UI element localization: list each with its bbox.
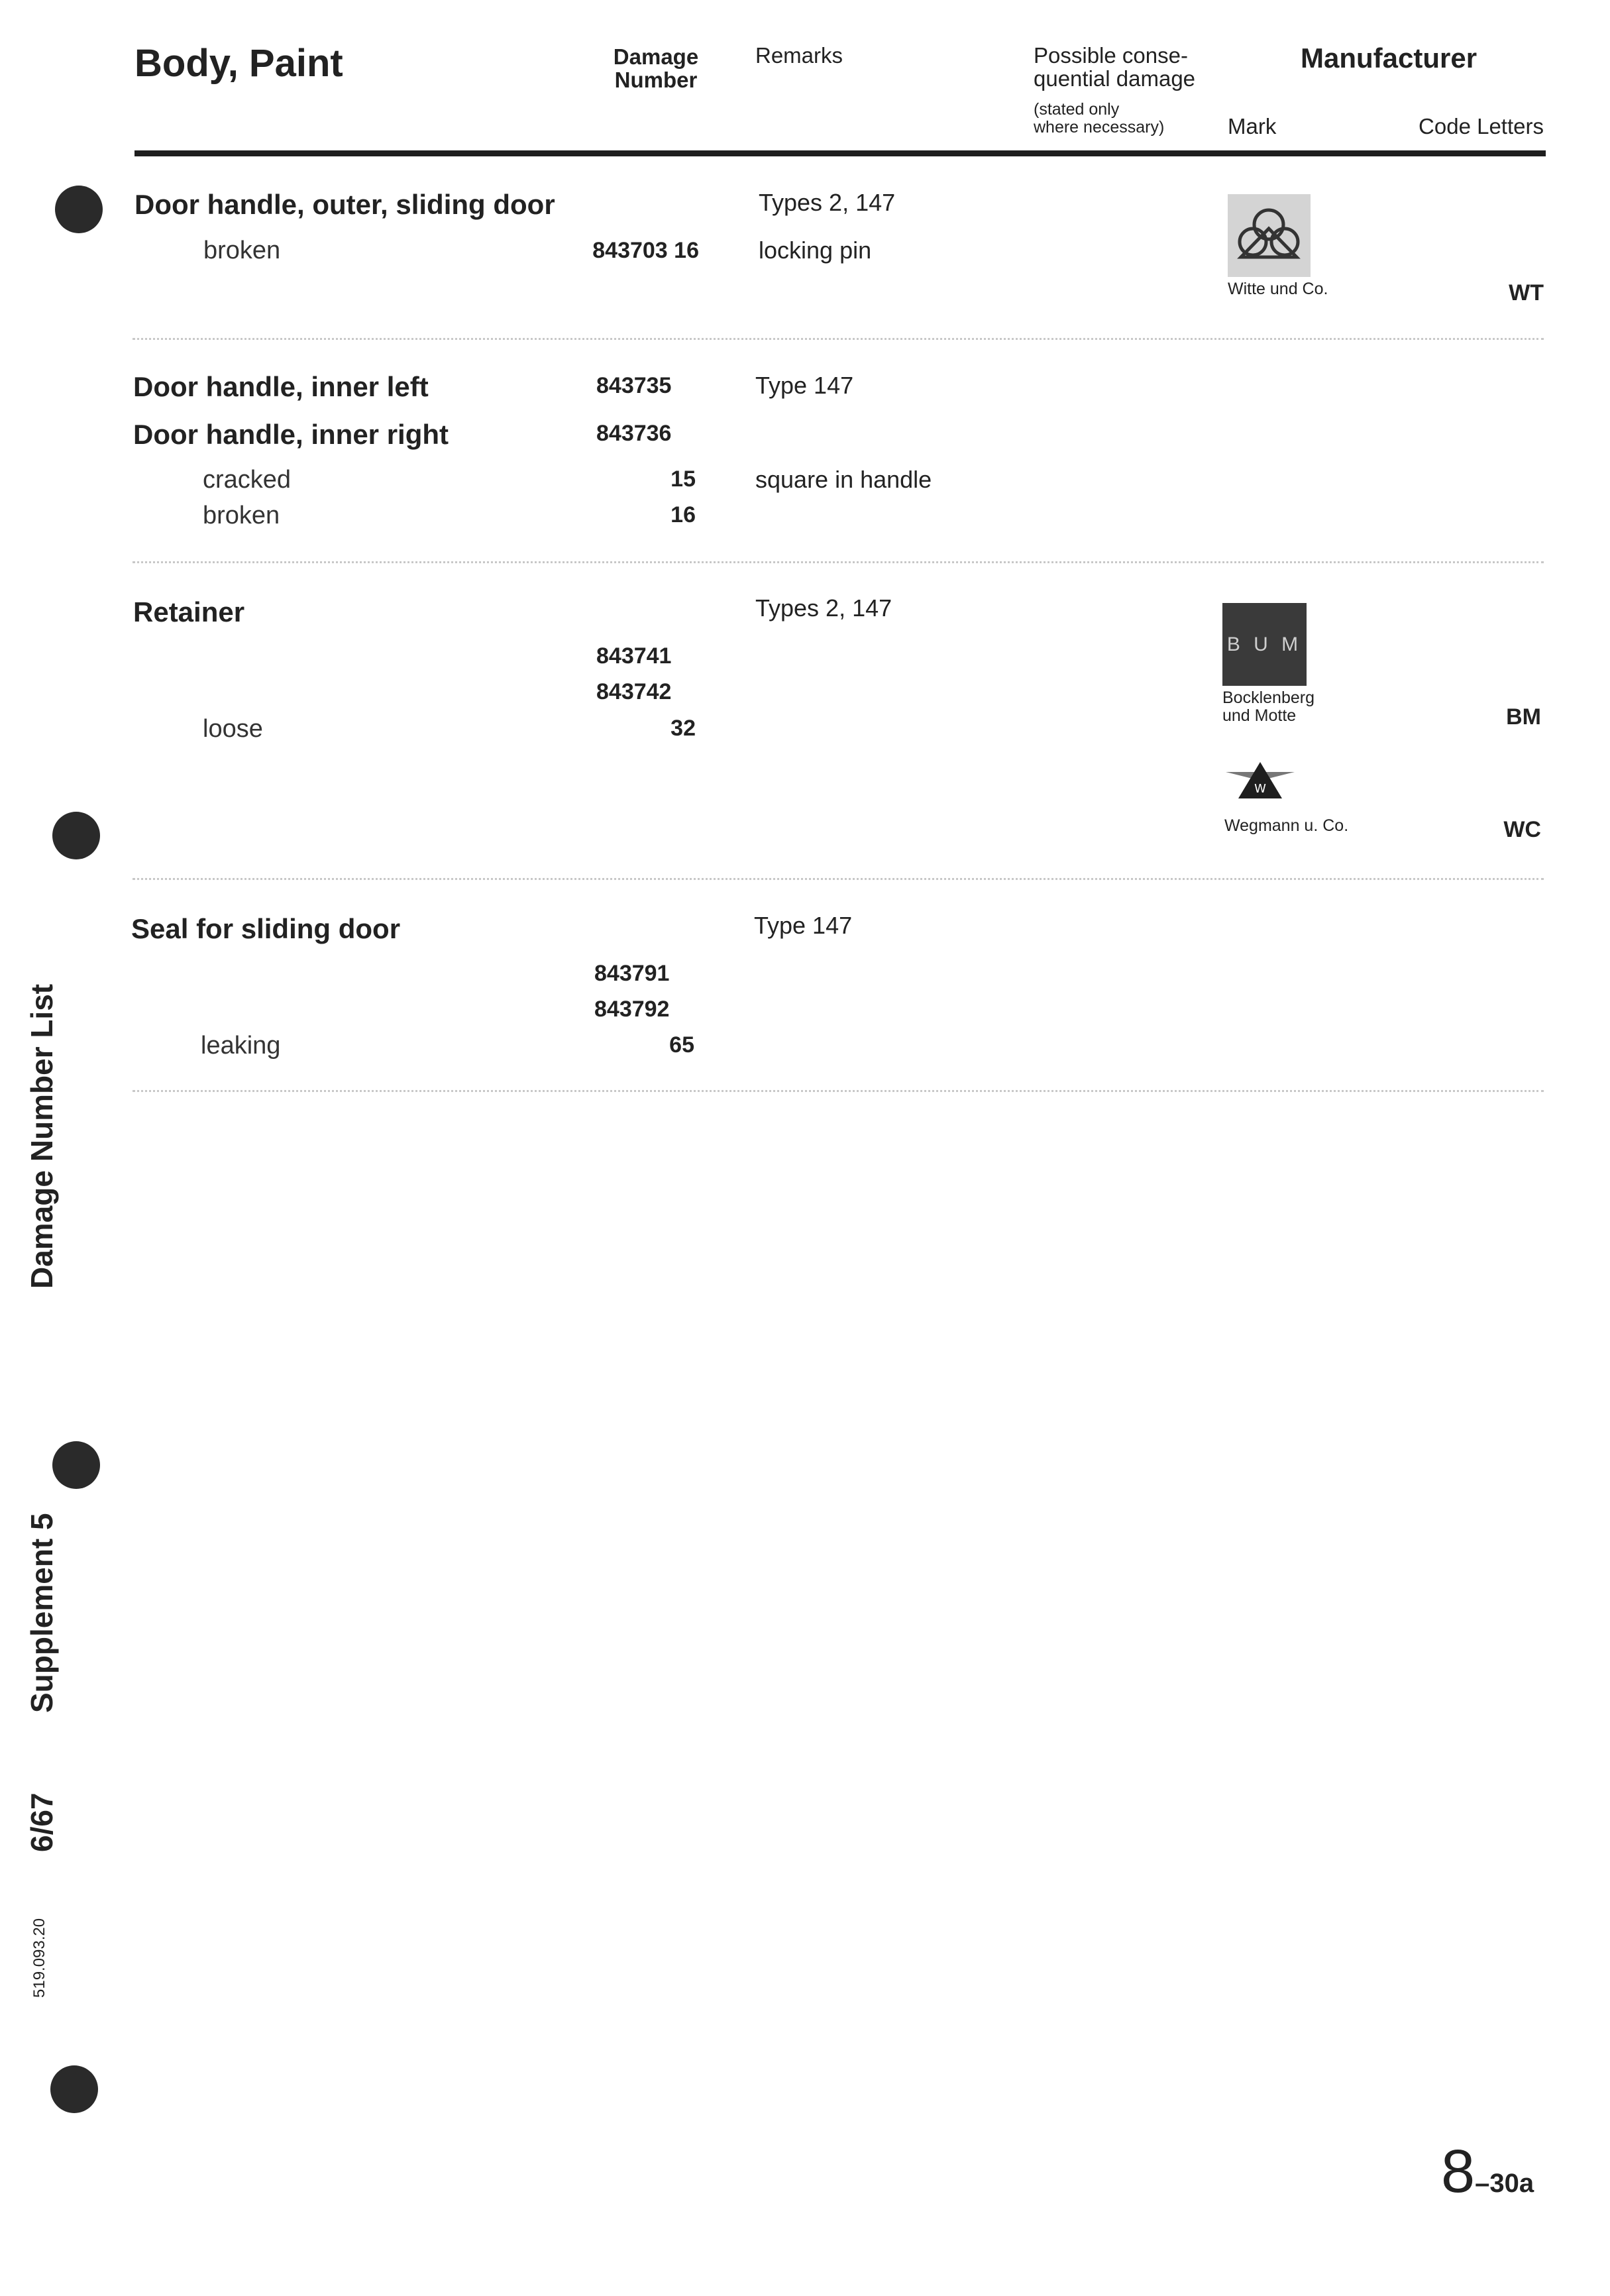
damage-number-header: Damage Number bbox=[613, 44, 699, 92]
binder-hole bbox=[55, 186, 103, 233]
damage-code: 65 bbox=[669, 1032, 694, 1058]
damage-code: 16 bbox=[671, 502, 696, 527]
part-code: 843791 bbox=[594, 961, 670, 986]
side-label-list-name: Damage Number List bbox=[25, 983, 59, 1289]
entry-divider bbox=[133, 338, 1544, 340]
damage-type: broken bbox=[203, 502, 280, 529]
code-letters: BM bbox=[1506, 704, 1541, 730]
entry-divider bbox=[133, 878, 1544, 880]
part-code: 843735 bbox=[596, 373, 672, 398]
entry-title: Retainer bbox=[133, 596, 245, 628]
code-letters: WT bbox=[1509, 280, 1544, 305]
mark-header: Mark bbox=[1228, 114, 1277, 138]
side-label-supplement: Supplement 5 bbox=[25, 1513, 59, 1713]
part-code: 843742 bbox=[596, 679, 672, 704]
damage-remark: locking pin bbox=[759, 237, 872, 264]
damage-type: cracked bbox=[203, 466, 292, 494]
part-code: 843792 bbox=[594, 997, 670, 1022]
entry-remarks: Type 147 bbox=[755, 372, 854, 399]
entry-title: Door handle, inner right bbox=[133, 419, 449, 450]
wegmann-logo-icon bbox=[1219, 736, 1302, 818]
witte-logo-icon bbox=[1228, 194, 1311, 277]
remarks-header: Remarks bbox=[755, 43, 843, 68]
entry-title: Door handle, inner left bbox=[133, 371, 429, 402]
damage-type: loose bbox=[203, 715, 263, 743]
part-code: 843741 bbox=[596, 643, 672, 669]
binder-hole bbox=[50, 2065, 98, 2113]
section-title: Body, Paint bbox=[134, 42, 343, 85]
entry-remarks: Type 147 bbox=[754, 912, 853, 939]
binder-hole bbox=[52, 1441, 100, 1489]
code-letters-header: Code Letters bbox=[1419, 114, 1544, 138]
part-code: 843736 bbox=[596, 421, 672, 446]
entry-divider bbox=[133, 1090, 1544, 1092]
damage-code: 15 bbox=[671, 466, 696, 492]
bum-logo-icon bbox=[1222, 603, 1307, 686]
header-rule bbox=[134, 150, 1546, 156]
code-letters: WC bbox=[1503, 817, 1541, 842]
side-label-date: 6/67 bbox=[25, 1792, 59, 1852]
entry-title: Seal for sliding door bbox=[131, 913, 401, 944]
svg-text:W: W bbox=[1254, 782, 1266, 796]
bum-logo-text: B U M bbox=[1226, 633, 1303, 655]
entry-remarks: Types 2, 147 bbox=[759, 189, 896, 216]
damage-code: 32 bbox=[671, 716, 696, 741]
damage-code: 843703 16 bbox=[592, 238, 699, 263]
manufacturer-name: Wegmann u. Co. bbox=[1224, 816, 1349, 835]
binder-hole bbox=[52, 812, 100, 859]
entry-remarks: Types 2, 147 bbox=[755, 594, 892, 622]
damage-remark: square in handle bbox=[755, 466, 932, 493]
entry-title: Door handle, outer, sliding door bbox=[134, 189, 555, 220]
manufacturer-name: Bocklenberg und Motte bbox=[1222, 688, 1315, 725]
manufacturer-header: Manufacturer bbox=[1301, 42, 1477, 74]
side-label-doc-number: 519.093.20 bbox=[30, 1918, 48, 1998]
consequential-damage-header: Possible conse- quential damage (stated only where necessary) bbox=[1034, 43, 1196, 137]
damage-type: leaking bbox=[201, 1032, 281, 1060]
page-number: 8–30a bbox=[1441, 2138, 1534, 2205]
manufacturer-name: Witte und Co. bbox=[1228, 280, 1328, 298]
entry-divider bbox=[133, 561, 1544, 563]
damage-type: broken bbox=[203, 237, 281, 264]
